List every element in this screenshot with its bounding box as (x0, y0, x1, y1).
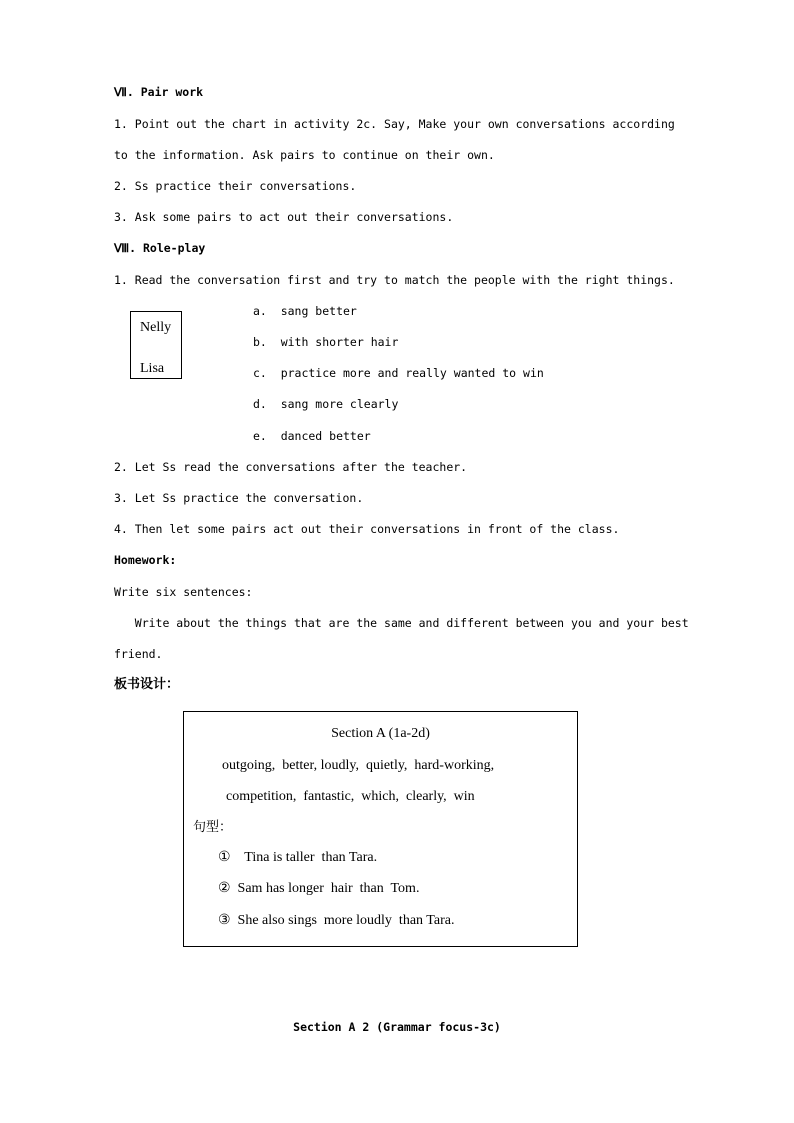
pair-work-item-1-cont: to the information. Ask pairs to continue on their own. (114, 148, 495, 162)
homework-heading: Homework: (114, 553, 177, 567)
option-a: a. sang better (253, 304, 357, 318)
role-play-item-1: 1. Read the conversation first and try to match the people with the right things. (114, 273, 675, 287)
blackboard-design-box (183, 711, 578, 947)
role-play-item-3: 3. Let Ss practice the conversation. (114, 491, 364, 505)
role-play-item-4: 4. Then let some pairs act out their conversations in front of the class. (114, 522, 620, 536)
board-pattern-1: ① Tina is taller than Tara. (218, 850, 378, 865)
name-lisa: Lisa (140, 361, 165, 376)
board-vocab-line-1: outgoing, better, loudly, quietly, hard-working, (222, 758, 495, 773)
next-section-heading: Section A 2 (Grammar focus-3c) (293, 1020, 501, 1034)
homework-line-3: friend. (114, 647, 163, 661)
board-design-heading: 板书设计： (114, 677, 180, 692)
pair-work-item-1: 1. Point out the chart in activity 2c. Say, Make your own conversations according (114, 117, 675, 131)
board-title: Section A (1a-2d) (331, 726, 430, 741)
board-pattern-2: ② Sam has longer hair than Tom. (218, 881, 420, 896)
option-d: d. sang more clearly (253, 397, 399, 411)
homework-line-2: Write about the things that are the same and different between you and your best (114, 616, 689, 630)
board-vocab-line-2: competition, fantastic, which, clearly, win (226, 789, 475, 804)
board-patterns-label: 句型： (193, 820, 233, 835)
role-play-item-2: 2. Let Ss read the conversations after the teacher. (114, 460, 468, 474)
board-pattern-3: ③ She also sings more loudly than Tara. (218, 913, 455, 928)
name-nelly: Nelly (140, 320, 172, 335)
role-play-heading: Ⅷ. Role-play (114, 241, 206, 255)
option-b: b. with shorter hair (253, 335, 399, 349)
option-c: c. practice more and really wanted to win (253, 366, 544, 380)
homework-line-1: Write six sentences: (114, 585, 253, 599)
pair-work-item-3: 3. Ask some pairs to act out their conversations. (114, 210, 454, 224)
names-box (130, 311, 182, 379)
option-e: e. danced better (253, 429, 371, 443)
pair-work-heading: Ⅶ. Pair work (114, 85, 204, 99)
pair-work-item-2: 2. Ss practice their conversations. (114, 179, 357, 193)
